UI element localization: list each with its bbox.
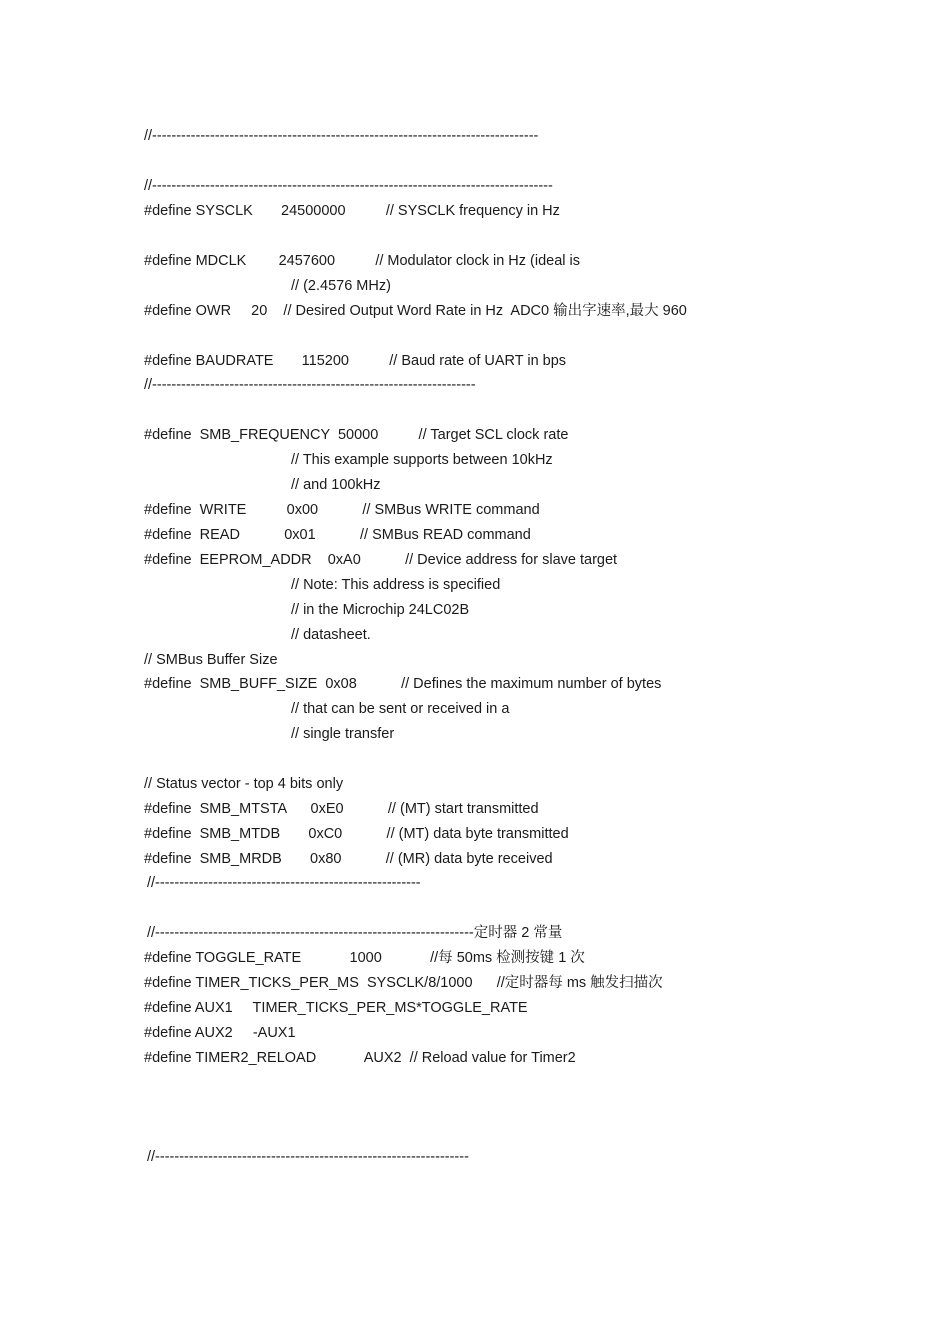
define-mdclk-line: #define MDCLK 2457600 // Modulator clock in Hz (ideal is bbox=[144, 253, 581, 269]
comment-line: // Status vector - top 4 bits only bbox=[144, 776, 344, 792]
define-smb-buff-size-line: #define SMB_BUFF_SIZE 0x08 // Defines the maximum number of bytes bbox=[144, 676, 662, 692]
comment-continuation-line: // and 100kHz bbox=[291, 477, 381, 493]
comment-continuation-line: // Note: This address is specified bbox=[291, 577, 501, 593]
define-owr-line: #define OWR 20 // Desired Output Word Rate in Hz ADC0 输出字速率,最大 960 bbox=[144, 303, 687, 319]
define-smb-frequency-line: #define SMB_FREQUENCY 50000 // Target SCL clock rate bbox=[144, 427, 569, 443]
define-read-line: #define READ 0x01 // SMBus READ command bbox=[144, 527, 531, 543]
comment-line: // SMBus Buffer Size bbox=[144, 652, 278, 668]
comment-continuation-line: // (2.4576 MHz) bbox=[291, 278, 391, 294]
timer2-section-header: //------------------------------------------------------------------定时器 2 常量 bbox=[147, 925, 563, 941]
separator-comment-line: //----------------------------------------------------------------- bbox=[147, 1149, 469, 1165]
comment-continuation-line: // single transfer bbox=[291, 726, 395, 742]
define-smb-mrdb-line: #define SMB_MRDB 0x80 // (MR) data byte received bbox=[144, 851, 553, 867]
separator-comment-line: //------------------------------------------------------- bbox=[147, 875, 421, 891]
define-eeprom-addr-line: #define EEPROM_ADDR 0xA0 // Device address for slave target bbox=[144, 552, 618, 568]
define-toggle-rate-line: #define TOGGLE_RATE 1000 //每 50ms 检测按键 1 次 bbox=[144, 950, 585, 966]
define-write-line: #define WRITE 0x00 // SMBus WRITE command bbox=[144, 502, 540, 518]
define-timer2-reload-line: #define TIMER2_RELOAD AUX2 // Reload value for Timer2 bbox=[144, 1050, 576, 1066]
comment-continuation-line: // This example supports between 10kHz bbox=[291, 452, 553, 468]
define-timer-ticks-line: #define TIMER_TICKS_PER_MS SYSCLK/8/1000 //定时器每 ms 触发扫描次 bbox=[144, 975, 663, 991]
define-baudrate-line: #define BAUDRATE 115200 // Baud rate of UART in bps bbox=[144, 353, 567, 369]
separator-comment-line: //----------------------------------------------------------------------------------- bbox=[144, 178, 553, 194]
define-smb-mtsta-line: #define SMB_MTSTA 0xE0 // (MT) start transmitted bbox=[144, 801, 539, 817]
define-smb-mtdb-line: #define SMB_MTDB 0xC0 // (MT) data byte transmitted bbox=[144, 826, 569, 842]
define-aux2-line: #define AUX2 -AUX1 bbox=[144, 1025, 296, 1041]
separator-comment-line: //-------------------------------------------------------------------------------- bbox=[144, 128, 539, 144]
define-sysclk-line: #define SYSCLK 24500000 // SYSCLK frequency in Hz bbox=[144, 203, 560, 219]
comment-continuation-line: // datasheet. bbox=[291, 627, 371, 643]
comment-continuation-line: // in the Microchip 24LC02B bbox=[291, 602, 470, 618]
separator-comment-line: //------------------------------------------------------------------- bbox=[144, 377, 476, 393]
define-aux1-line: #define AUX1 TIMER_TICKS_PER_MS*TOGGLE_RATE bbox=[144, 1000, 528, 1016]
comment-continuation-line: // that can be sent or received in a bbox=[291, 701, 510, 717]
